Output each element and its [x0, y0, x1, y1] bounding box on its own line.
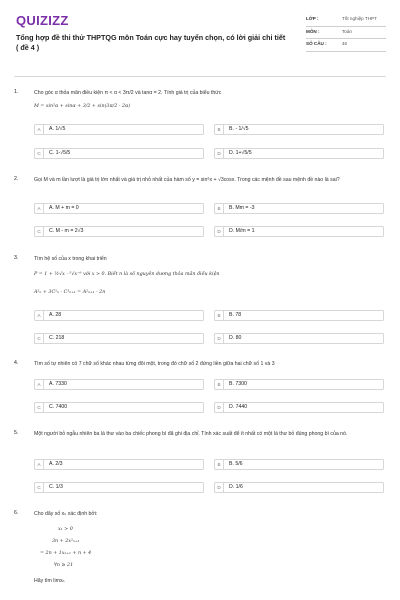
- option-letter: A: [35, 204, 44, 213]
- option-letter: A: [35, 125, 44, 134]
- option-text: B. - 1/√5: [229, 126, 249, 132]
- option-b[interactable]: [214, 203, 384, 214]
- question-text: Cho góc α thỏa mãn điều kiện π < α < 3π/2 và tanα = 2. Tính giá trị của biểu thức: [34, 90, 222, 96]
- option-d[interactable]: [214, 148, 384, 159]
- option-text: C. 1-√5/5: [49, 150, 71, 156]
- question-number: 3.: [14, 255, 19, 261]
- meta-row-class: [306, 14, 386, 27]
- option-b[interactable]: [214, 124, 384, 135]
- option-text: D. 1/6: [229, 484, 243, 490]
- meta-label: MÔN :: [306, 28, 320, 34]
- option-text: C. 218: [49, 335, 65, 341]
- option-letter: D: [215, 149, 224, 158]
- option-letter: D: [215, 227, 224, 236]
- question-formula: P = 1 + ½√x · ⁵√x⁻⁶ với x > 0. Biết n là số nguyên dương thỏa mãn điều kiện: [34, 272, 220, 277]
- quizizz-logo: QUIZIZZ: [16, 13, 69, 28]
- option-letter: C: [35, 403, 44, 412]
- meta-label: LỚP :: [306, 16, 319, 21]
- meta-value: 46: [342, 41, 348, 46]
- option-c[interactable]: [34, 333, 204, 344]
- option-b[interactable]: [214, 459, 384, 470]
- option-b[interactable]: [214, 310, 384, 321]
- option-text: D. M/m = 1: [229, 228, 255, 234]
- worksheet-meta: [306, 14, 386, 52]
- option-letter: D: [215, 483, 224, 492]
- option-text: B. 7300: [229, 381, 247, 387]
- option-d[interactable]: [214, 333, 384, 344]
- question-number: 4.: [14, 360, 19, 366]
- question-number: 2.: [14, 176, 19, 182]
- option-c[interactable]: [34, 148, 204, 159]
- option-letter: A: [35, 460, 44, 469]
- option-text: D. 7440: [229, 404, 248, 410]
- question-text: Gọi M và m lần lượt là giá trị lớn nhất và giá trị nhỏ nhất của hàm số y = sin⁶x + √3cosx. Trong các mệnh đề sau mệnh đề nào là sai?: [34, 177, 340, 183]
- question-formula: M = sin²α + sinα + 3/2 + sin(3π/2 - 2α): [34, 104, 131, 109]
- option-text: A. 1/√5: [49, 126, 66, 132]
- question-number: 5.: [14, 430, 19, 436]
- option-a[interactable]: [34, 203, 204, 214]
- option-text: B. Mm = -3: [229, 205, 255, 211]
- question-text: Một người bỏ ngẫu nhiên ba lá thư vào ba chiếc phong bì đã ghi địa chỉ. Tính xác suất để ít nhất có một lá thư bỏ đúng phong bì của nó.: [34, 431, 348, 437]
- question-ask: Hãy tìm limxₙ: [34, 578, 65, 584]
- option-letter: A: [35, 311, 44, 320]
- option-letter: D: [215, 403, 224, 412]
- option-a[interactable]: [34, 459, 204, 470]
- option-letter: B: [215, 380, 224, 389]
- option-b[interactable]: [214, 379, 384, 390]
- option-text: B. 5/6: [229, 461, 243, 467]
- meta-label: SỐ CÂU :: [306, 41, 327, 46]
- worksheet-title: Tổng hợp đề thi thử THPTQG môn Toán cực hay tuyển chọn, có lời giải chi tiết ( đề 4 ): [16, 33, 286, 52]
- option-text: D. 80: [229, 335, 242, 341]
- sequence-line: x₁ > 0: [58, 527, 73, 532]
- option-text: A. 28: [49, 312, 62, 318]
- question-text: Tìm hệ số của x trong khai triển: [34, 256, 107, 262]
- option-text: C. 1/3: [49, 484, 63, 490]
- option-c[interactable]: [34, 226, 204, 237]
- option-letter: B: [215, 125, 224, 134]
- sequence-line: ∀n ≥ 21: [54, 563, 74, 568]
- option-letter: B: [215, 311, 224, 320]
- option-letter: C: [35, 149, 44, 158]
- option-a[interactable]: [34, 124, 204, 135]
- option-text: A. M + m = 0: [49, 205, 79, 211]
- option-text: A. 2/3: [49, 461, 63, 467]
- meta-value: Toán: [342, 28, 352, 34]
- meta-row-count: [306, 39, 386, 52]
- option-text: D. 1+√5/5: [229, 150, 252, 156]
- question-number: 1.: [14, 89, 19, 95]
- option-a[interactable]: [34, 310, 204, 321]
- header-divider: [14, 76, 386, 77]
- option-letter: C: [35, 483, 44, 492]
- question-text: Cho dãy số xₙ xác định bởi:: [34, 511, 98, 517]
- option-letter: A: [35, 380, 44, 389]
- option-letter: C: [35, 334, 44, 343]
- meta-row-subject: [306, 27, 386, 40]
- question-number: 6.: [14, 510, 19, 516]
- option-text: A. 7330: [49, 381, 67, 387]
- option-text: C. 7400: [49, 404, 68, 410]
- option-text: B. 78: [229, 312, 242, 318]
- meta-value: Tốt nghiệp THPT: [342, 16, 377, 21]
- option-d[interactable]: [214, 482, 384, 493]
- option-d[interactable]: [214, 226, 384, 237]
- option-c[interactable]: [34, 402, 204, 413]
- option-letter: B: [215, 204, 224, 213]
- option-d[interactable]: [214, 402, 384, 413]
- option-text: C. M - m = 2√3: [49, 228, 84, 234]
- question-formula: A²ₙ + 3C²ₙ - C³ₙ₊₁ = A²ₙ₊₁ - 2n: [34, 290, 106, 295]
- option-letter: C: [35, 227, 44, 236]
- sequence-line: 3n + 2x²ₙ₊₁: [52, 539, 80, 544]
- option-letter: B: [215, 460, 224, 469]
- option-c[interactable]: [34, 482, 204, 493]
- question-text: Tìm số tự nhiên có 7 chữ số khác nhau từng đôi một, trong đó chữ số 2 đứng liền giữa hai chữ số 1 và 3: [34, 361, 275, 367]
- sequence-line: = 2n + 1xₙ₊₁ + n + 4: [40, 551, 92, 556]
- worksheet-header: [0, 0, 400, 78]
- option-letter: D: [215, 334, 224, 343]
- option-a[interactable]: [34, 379, 204, 390]
